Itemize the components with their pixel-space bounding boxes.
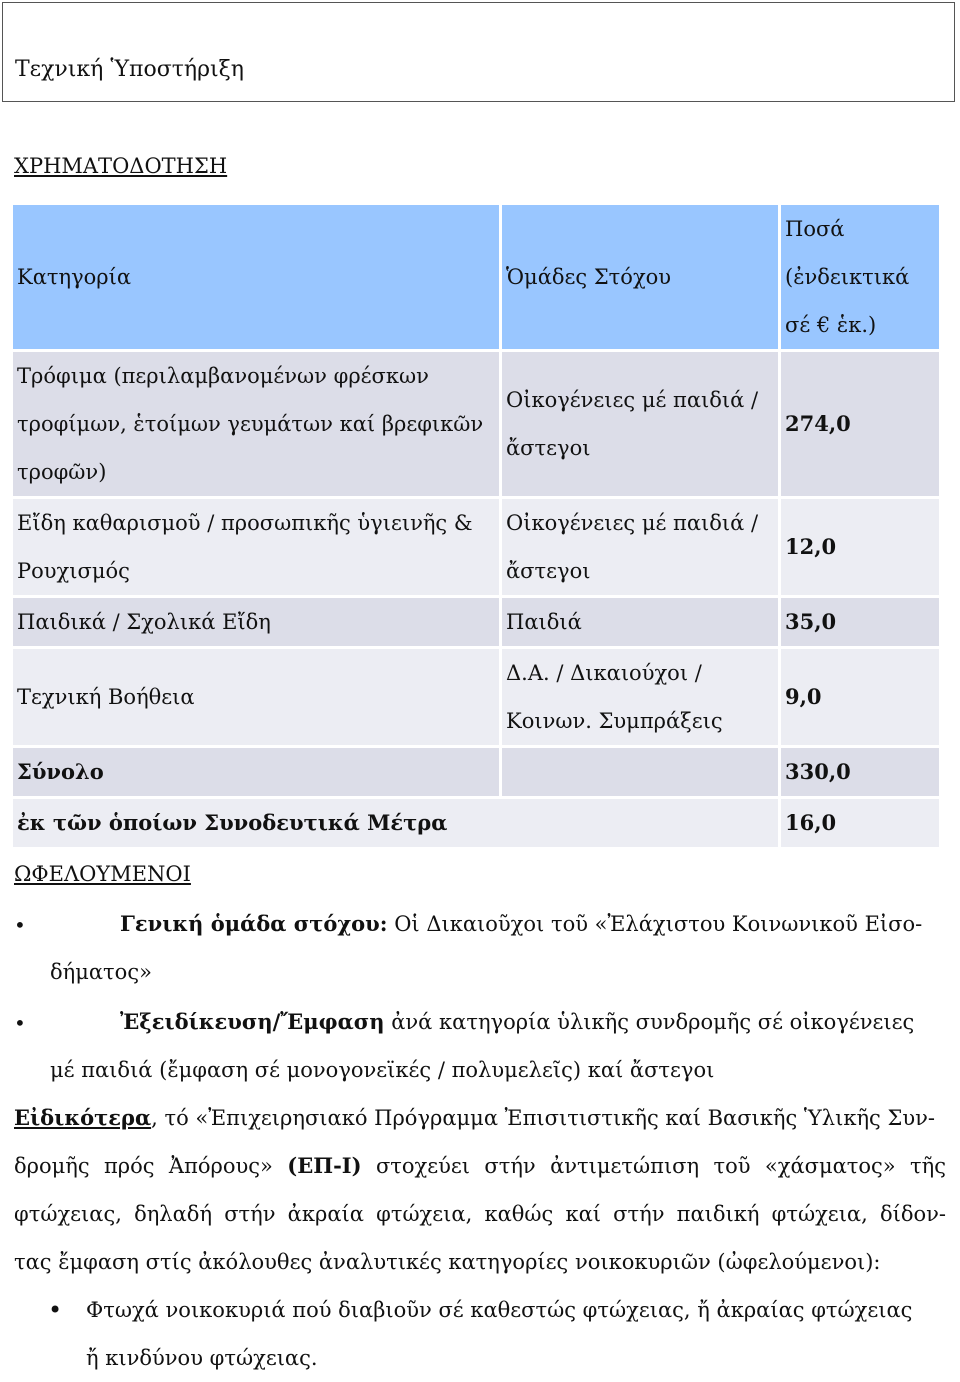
target-line: Οἰκογένειες μέ παιδιά /: [506, 388, 759, 412]
category-line: Ρουχισμός: [17, 559, 130, 583]
category-line: τροφῶν): [17, 460, 107, 484]
category-line: Τρόφιμα (περιλαμβανομένων φρέσκων: [17, 364, 429, 388]
target-cell: [502, 499, 778, 595]
table-row: [13, 598, 939, 646]
bullet-specialization-continuation: μέ παιδιά (ἔμφαση σέ μονογονεϊκές / πολυμελεῖς) καί ἄστεγοι: [50, 1058, 715, 1082]
header-box: [2, 2, 955, 102]
funding-title: ΧΡΗΜΑΤΟΔΟΤΗΣΗ: [14, 154, 228, 178]
target-line: ἄστεγοι: [506, 436, 591, 460]
amount-header-line: σέ € ἑκ.): [785, 313, 877, 337]
amount-cell: 12,0: [781, 499, 939, 595]
total-label: Σύνολο: [13, 748, 499, 796]
category-cell: [13, 499, 499, 595]
paragraph-text: δρομῆς πρός Ἀπόρους»: [14, 1154, 273, 1178]
amount-cell: 35,0: [781, 598, 939, 646]
paragraph-line: [14, 1142, 946, 1190]
category-cell: Τεχνική Βοήθεια: [13, 649, 499, 745]
paragraph-line: φτώχειας, δηλαδή στήν ἀκραία φτώχεια, καθώς καί στήν παιδική φτώχεια, δίδον-: [14, 1202, 946, 1226]
total-amount: 330,0: [781, 748, 939, 796]
table-header-row: [13, 205, 939, 349]
sub-total-amount: 16,0: [781, 799, 939, 847]
category-line: Εἴδη καθαρισμοῦ / προσωπικῆς ὑγιεινῆς &: [17, 511, 473, 535]
category-cell: [13, 352, 499, 496]
amount-cell: 9,0: [781, 649, 939, 745]
paragraph-text: στοχεύει στήν ἀντιμετώπιση τοῦ «χάσματος» τῆς: [375, 1154, 946, 1178]
target-line: Δ.Α. / Δικαιούχοι /: [506, 661, 702, 685]
header-title: Τεχνική Ὑποστήριξη: [15, 57, 244, 82]
target-cell: [502, 649, 778, 745]
paragraph-line: τας ἔμφαση στίς ἀκόλουθες ἀναλυτικές κατηγορίες νοικοκυριῶν (ὠφελούμενοι):: [14, 1250, 881, 1274]
bullet-text: ἀνά κατηγορία ὑλικῆς συνδρομῆς σέ οἰκογένειες: [391, 1010, 915, 1034]
col-category-header: Κατηγορία: [13, 205, 499, 349]
bullet-marker: •: [48, 1296, 63, 1324]
target-line: Οἰκογένειες μέ παιδιά /: [506, 511, 759, 535]
col-target-header: Ὁμάδες Στόχου: [502, 205, 778, 349]
target-cell: Παιδιά: [502, 598, 778, 646]
amount-header-line: Ποσά: [785, 217, 845, 241]
sub-total-label: ἐκ τῶν ὁποίων Συνοδευτικά Μέτρα: [13, 799, 778, 847]
bullet-marker: •: [14, 1011, 26, 1035]
list-item-continuation: ἤ κινδύνου φτώχειας.: [86, 1346, 318, 1370]
bullet-bold-label: Ἐξειδίκευση/Ἔμφαση: [120, 1009, 385, 1034]
table-row: [13, 649, 939, 745]
target-line: ἄστεγοι: [506, 559, 591, 583]
bullet-general-continuation: δήματος»: [50, 960, 152, 984]
list-item: Φτωχά νοικοκυριά πού διαβιοῦν σέ καθεστώς φτώχειας, ἤ ἀκραίας φτώχειας: [86, 1298, 913, 1322]
table-row: [13, 352, 939, 496]
program-code: (ΕΠ-Ι): [287, 1153, 362, 1178]
beneficiaries-title: ΩΦΕΛΟΥΜΕΝΟΙ: [14, 862, 191, 886]
col-amount-header: [781, 205, 939, 349]
bullet-text: Οἱ Δικαιοῦχοι τοῦ «Ἐλάχιστου Κοινωνικοῦ Εἰσο-: [394, 912, 923, 936]
category-line: τροφίμων, ἑτοίμων γευμάτων καί βρεφικῶν: [17, 412, 484, 436]
bullet-bold-label: Γενική ὁμάδα στόχου:: [120, 911, 388, 936]
sub-total-row: [13, 799, 939, 847]
amount-cell: 274,0: [781, 352, 939, 496]
bullet-specialization: [120, 998, 946, 1046]
total-empty-cell: [502, 748, 778, 796]
paragraph-lead: Εἰδικότερα: [14, 1105, 152, 1130]
total-row: [13, 748, 939, 796]
bullet-general-target: [120, 900, 946, 948]
table-row: [13, 499, 939, 595]
amount-header-line: (ἐνδεικτικά: [785, 265, 910, 289]
category-cell: Παιδικά / Σχολικά Εἴδη: [13, 598, 499, 646]
paragraph-text: , τό «Ἐπιχειρησιακό Πρόγραμμα Ἐπισιτιστικῆς καί Βασικῆς Ὑλικῆς Συν-: [151, 1106, 935, 1130]
paragraph-line: [14, 1094, 946, 1142]
target-cell: [502, 352, 778, 496]
target-line: Κοινων. Συμπράξεις: [506, 709, 723, 733]
bullet-marker: •: [14, 913, 26, 937]
funding-table: [10, 202, 942, 850]
